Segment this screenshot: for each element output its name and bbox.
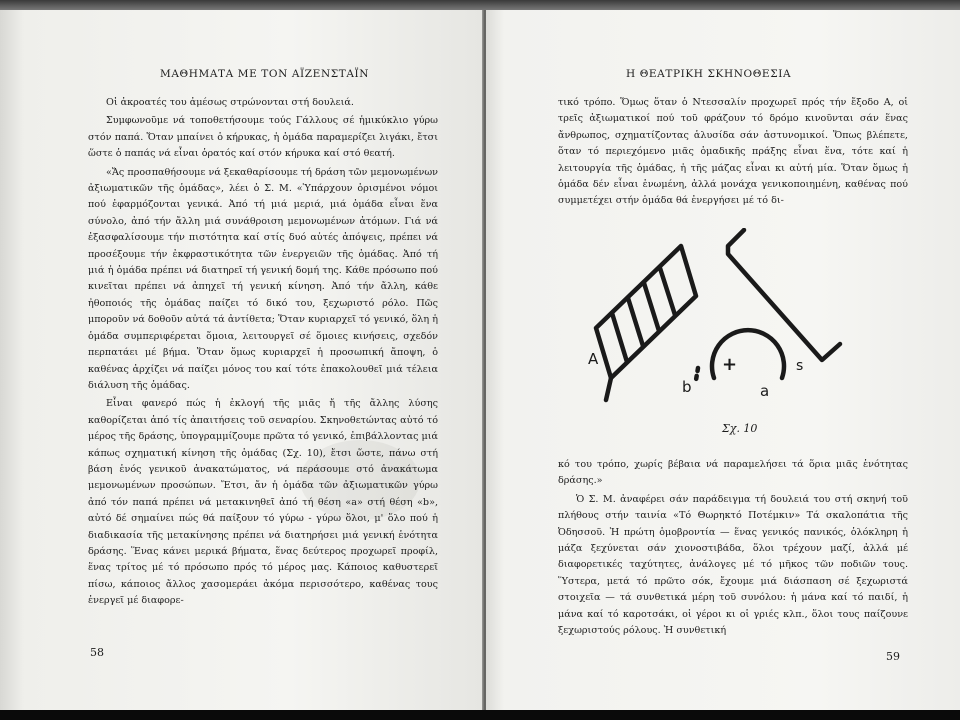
- right-wall-path: [728, 230, 840, 360]
- scan-top-edge: [0, 0, 960, 10]
- left-paragraph: «Ἄς προσπαθήσουμε νά ξεκαθαρίσουμε τή δράση τῶν μεμονωμένων ἀξιωματικῶν τῆς ὁμάδας», λέει ὁ Σ. Μ. «Ὑπάρχουν ὁρισμένοι νόμοι πού ἐφαρμόζονται γενικά. Ἀπό τή μιά μεριά, μιά ὁμάδα εἶναι ἕνα σύνολο, ἀπό τήν ἄλλη μιά συνάθροιση μεμονωμένων ἀτόμων. Γιά νά ἐξασφαλίσουμε τήν πιστότητα καί στίς δυό αὐτές ἀπόψεις, πρέπει νά προσέξουμε τήν ἐκφραστικότητα τῶν ἐνεργειῶν τῆς ὁμάδας. Ἀπό τή μιά ἡ ὁμάδα πρέπει νά διατηρεῖ τή γενική δομή της. Κάθε πρόσωπο πού κινεῖται πρέπει νά ἀπηχεῖ τή γενική κίνηση. Ἀπό τήν ἄλλη, κάθε ἠθοποιός τῆς ὁμάδας παίζει τό δικό του, ξεχωριστό ρόλο. Πῶς μποροῦν νά δοθοῦν αὐτά τά ἀντίθετα; Ὅταν κυριαρχεῖ τό γενικό, ὅλη ἡ ὁμάδα συμπεριφέρεται ὅμοια, λειτουργεῖ σέ ὅμοιες κινήσεις, σχεδόν περπατάει μέ βήμα. Ὅταν ὅμως κυριαρχεῖ ἡ προσωπική ἄποψη, ὁ καθένας ἀρχίζει νά παίζει μόνος του καί τότε ἐπακολουθεῖ μιά τέλεια διάλυση τῆς ὁμάδας.: [88, 166, 438, 391]
- label-a: a: [760, 382, 770, 400]
- group-arc-left-dots: [696, 368, 698, 380]
- right-paragraph: Ὁ Σ. Μ. ἀναφέρει σάν παράδειγμα τή δουλειά του στή σκηνή τοῦ πλήθους στήν ταινία «Τό Θωρηκτό Ποτέμκιν» Τά σκαλοπάτια τῆς Ὀδησσοῦ. Ἡ πρώτη ὁμοβροντία — ἕνας γενικός πανικός, ὁλόκληρη ἡ μάζα ξεχύνεται σάν χιονοστιβάδα, ὅλοι τρέχουν μαζί, ἀλλά μέ διαφορετικές ταχύτητες, ἀνάλογες μέ τό μῆκος τῶν ποδιῶν τους. Ὕστερα, μετά τό πρῶτο σόκ, ἔχουμε μιά διάσπαση σέ ξεχωριστά στοιχεῖα — τά συνθετικά μέρη τοῦ συνόλου: ἡ μάνα καί τό παιδί, ἡ μάνα καί τό καροτσάκι, οἱ γέροι κι οἱ γριές κλπ., ὅλοι τους παίζουνε ξεχωριστούς ρόλους. Ἡ συνθετική: [558, 493, 908, 637]
- right-body-text-top: [558, 95, 908, 212]
- figure-caption: Σχ. 10: [722, 422, 758, 435]
- left-page: [0, 10, 484, 710]
- left-running-head: ΜΑΘΗΜΑΤΑ ΜΕ ΤΟΝ ΑΪΖΕΝΣΤΑΪΝ: [160, 68, 370, 80]
- right-body-text-bottom: [558, 457, 908, 641]
- left-body-text: [88, 95, 438, 612]
- left-paragraph: Συμφωνοῦμε νά τοποθετήσουμε τούς Γάλλους σέ ἡμικύκλιο γύρω στόν παπά. Ὅταν μπαίνει ὁ κήρυκας, ἡ ὁμάδα παραμερίζει λιγάκι, ἔτσι ὥστε ὁ παπάς νά εἶναι ὁρατός καί στόν κήρυκα καί στό θεατή.: [88, 115, 438, 160]
- right-running-head: Η ΘΕΑΤΡΙΚΗ ΣΚΗΝΟΘΕΣΙΑ: [626, 68, 792, 80]
- scan-bottom-edge: [0, 710, 960, 720]
- left-paragraph: Οἱ ἀκροατές του ἀμέσως στρώνονται στή δουλειά.: [106, 97, 354, 108]
- stairs-lower-extension: [606, 378, 611, 400]
- right-paragraph: κό του τρόπο, χωρίς βέβαια νά παραμελήσει τά ὅρια μιᾶς ἑνότητας δράσης.»: [558, 459, 908, 487]
- right-page: [486, 10, 960, 710]
- label-plus: +: [722, 354, 738, 375]
- staging-diagram: [586, 228, 866, 403]
- right-paragraph: τικό τρόπο. Ὅμως ὅταν ὁ Ντεσσαλίν προχωρεῖ πρός τήν ἔξοδο Α, οἱ τρεῖς ἀξιωματικοί πού τοῦ φράζουν τό δρόμο κινοῦνται σάν ἕνας ἄνθρωπος, σχηματίζοντας ἁλυσίδα σάν ἀστυνομικοί. Ὅπως βλέπετε, ὅταν τό περιεχόμενο μιᾶς ὁμαδικῆς πράξης εἶναι ἕνα, τότε καί ἡ λειτουργία τῆς ὁμάδας, ἡ τῆς μάζας εἶναι κι αὐτή μία. Ὅταν ὅμως ἡ ὁμάδα δέν εἶναι ἑνωμένη, ἀλλά μονάχα γενικοποιημένη, καθένας πού συμμετέχει στήν ὁμάδα θά ἐνεργήσει μέ τό δι-: [558, 97, 908, 207]
- right-page-number: 59: [886, 650, 900, 663]
- label-s: s: [796, 358, 804, 374]
- label-b: b: [682, 378, 692, 396]
- label-A: A: [588, 350, 599, 368]
- left-page-number: 58: [90, 646, 104, 659]
- left-paragraph: Εἶναι φανερό πώς ἡ ἐκλογή τῆς μιᾶς ἤ τῆς ἄλλης λύσης καθορίζεται ἀπό τίς ἀπαιτήσεις τοῦ σεναρίου. Σκηνοθετώντας αὐτό τό μέρος τῆς δράσης, ὑπογραμμίζουμε πρῶτα τό γενικό, ἐπιβάλλοντας μιά κάπως σχηματική κίνηση τῆς ὁμάδας (Σχ. 10), ἔτσι ὥστε, πάνω στή βάση ἑνός γενικοῦ ἀνακατώματος, νά περάσουμε στό ἀνακάτωμα μεμονωμένων προσώπων. Ἔτσι, ἄν ἡ ὁμάδα τῶν ἀξιωματικῶν γύρω ἀπό τόν παπά πρέπει νά μετακινηθεῖ ἀπό τή θέση «a» στή θέση «b», αὐτό δέ σημαίνει πώς θά παίξουν τό γύρω - γύρω ὅλοι, μ' ὅλο πού ἡ διαδικασία τῆς μετακίνησης πρέπει νά διατηρήσει μιά γενική ἑνότητα δράσης. Ἕνας κάνει μερικά βήματα, ἕνας δεύτερος προχωρεῖ προφίλ, ἕνας τρίτος μέ τό πρόσωπο πρός τό μέρος μας. Κάποιος καθυστερεῖ πίσω, κάποιος ἄλλος χασομεράει ἀκόμα περισσότερο, καθένας τους ἐνεργεῖ μέ διαφορε-: [88, 398, 438, 607]
